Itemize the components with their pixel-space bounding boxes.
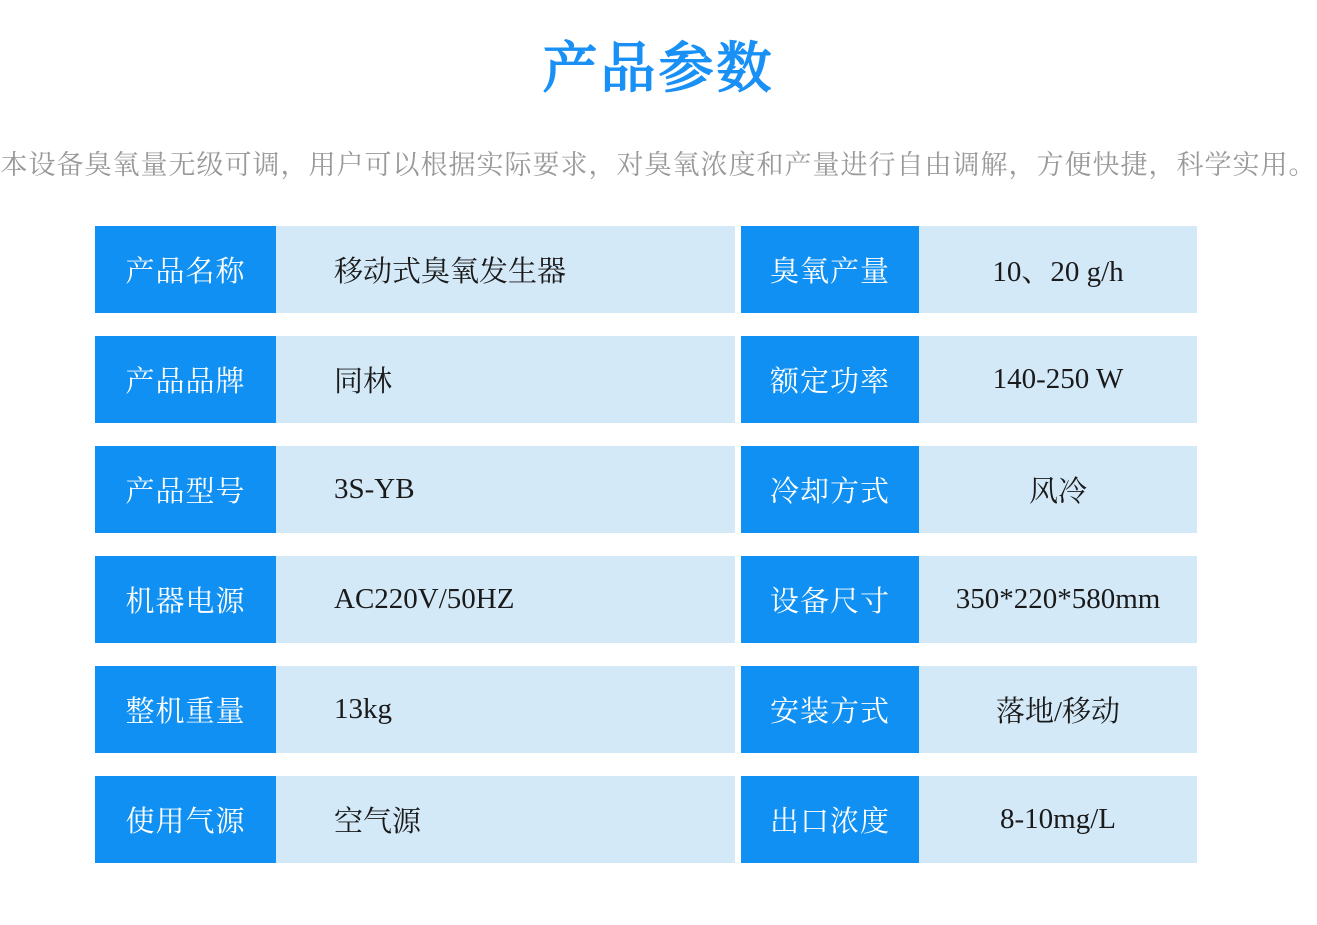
spec-label-product-brand: 产品品牌: [95, 336, 276, 423]
spec-label-product-model: 产品型号: [95, 446, 276, 533]
table-row: [741, 666, 1197, 753]
table-row: [95, 226, 735, 313]
product-description: 本设备臭氧量无级可调，用户可以根据实际要求，对臭氧浓度和产量进行自由调解，方便快捷，科学实用。: [0, 149, 1317, 180]
spec-label-outlet-concentration: 出口浓度: [741, 776, 919, 863]
spec-value-gas-source: 空气源: [276, 776, 735, 863]
spec-value-outlet-concentration: 8-10mg/L: [919, 776, 1197, 863]
spec-table-left: [95, 226, 735, 886]
table-row: [741, 446, 1197, 533]
spec-label-gas-source: 使用气源: [95, 776, 276, 863]
spec-value-product-model: 3S-YB: [276, 446, 735, 533]
page-title: 产品参数: [542, 37, 775, 99]
spec-value-power-supply: AC220V/50HZ: [276, 556, 735, 643]
spec-label-device-size: 设备尺寸: [741, 556, 919, 643]
spec-label-product-name: 产品名称: [95, 226, 276, 313]
table-row: [741, 336, 1197, 423]
spec-label-installation-method: 安装方式: [741, 666, 919, 753]
table-row: [95, 446, 735, 533]
spec-value-product-name: 移动式臭氧发生器: [276, 226, 735, 313]
spec-value-ozone-output: 10、20 g/h: [919, 226, 1197, 313]
spec-value-cooling-method: 风冷: [919, 446, 1197, 533]
spec-table-right: [741, 226, 1197, 886]
spec-value-total-weight: 13kg: [276, 666, 735, 753]
spec-label-rated-power: 额定功率: [741, 336, 919, 423]
table-row: [741, 776, 1197, 863]
table-row: [741, 226, 1197, 313]
table-row: [741, 556, 1197, 643]
spec-value-device-size: 350*220*580mm: [919, 556, 1197, 643]
spec-value-product-brand: 同林: [276, 336, 735, 423]
table-row: [95, 336, 735, 423]
table-row: [95, 666, 735, 753]
spec-label-cooling-method: 冷却方式: [741, 446, 919, 533]
table-row: [95, 556, 735, 643]
spec-label-ozone-output: 臭氧产量: [741, 226, 919, 313]
spec-label-total-weight: 整机重量: [95, 666, 276, 753]
table-row: [95, 776, 735, 863]
spec-value-installation-method: 落地/移动: [919, 666, 1197, 753]
spec-value-rated-power: 140-250 W: [919, 336, 1197, 423]
spec-label-power-supply: 机器电源: [95, 556, 276, 643]
spec-tables: [95, 226, 1197, 886]
